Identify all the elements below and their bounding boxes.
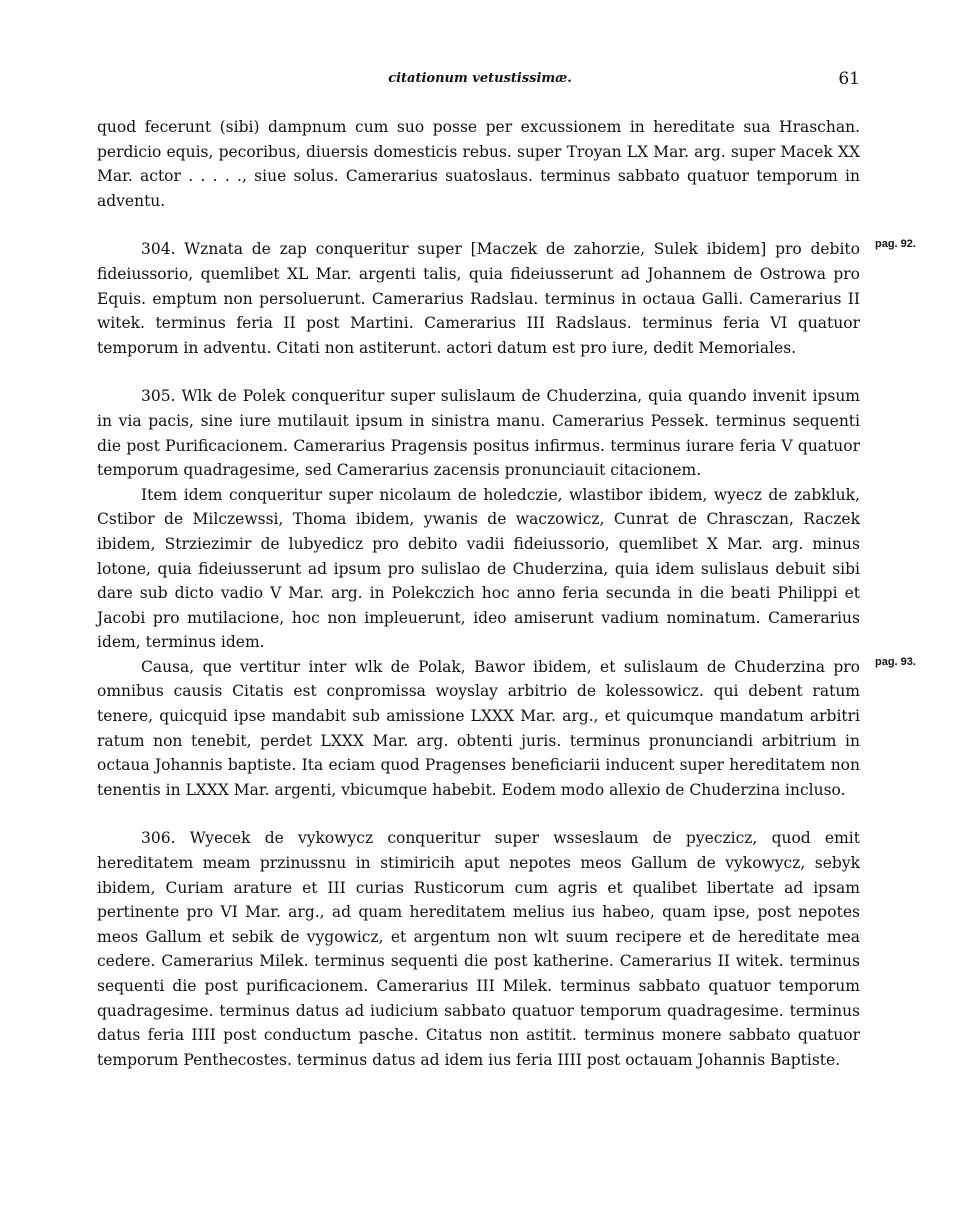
paragraph-entry-306 bbox=[97, 826, 860, 1072]
paragraph-entry-304 bbox=[97, 237, 916, 360]
paragraph-text: quod fecerunt (sibi) dampnum cum suo posse per excussionem in hereditate sua Hraschan. perdicio equis, pecoribus, diuersis domesticis rebus. super Troyan LX Mar. arg. super Macek XX Mar. actor . . . . ., siue solus. Camerarius suatoslaus. terminus sabbato quatuor temporum in adventu. bbox=[97, 118, 860, 210]
paragraph-entry-305 bbox=[97, 384, 860, 482]
text-body bbox=[97, 115, 916, 1072]
paragraph-causa bbox=[97, 655, 916, 803]
paragraph-text: 304. Wznata de zap conqueritur super [Maczek de zahorzie, Sulek ibidem] pro debito fideiussorio, quemlibet XL Mar. argenti talis, quia fideiusserunt ad Johannem de Ostrowa pro Equis. emptum non persoluerunt. Camerarius Radslau. terminus in octaua Galli. Camerarius II witek. terminus feria II post Martini. Camerarius III Radslaus. terminus feria VI quatuor temporum in adventu. Citati non astiterunt. actori datum est pro iure, dedit Memoriales. bbox=[97, 240, 860, 357]
paragraph-item bbox=[97, 483, 860, 655]
margin-note-page-ref: pag. 93. bbox=[875, 655, 916, 668]
page-number: 61 bbox=[838, 69, 860, 89]
running-title: citationum vetustissimæ. bbox=[388, 71, 572, 86]
paragraph-text: 305. Wlk de Polek conqueritur super sulislaum de Chuderzina, quia quando invenit ipsum in via pacis, sine iure mutilauit ipsum in sinistra manu. Camerarius Pessek. terminus sequenti die post Purificacionem. Camerarius Pragensis positus infirmus. terminus iurare feria V quatuor temporum quadragesime, sed Camerarius zacensis pronunciauit citacionem. bbox=[97, 387, 860, 480]
paragraph-continuation bbox=[97, 115, 860, 213]
paragraph-text: 306. Wyecek de vykowycz conqueritur super wsseslaum de pyeczicz, quod emit hereditatem meam przinussnu in stimiricih aput nepotes meos Gallum de vykowycz, sebyk ibidem, Curiam arature et III curias Rusticorum cum agris et qualibet libertate ad ipsam pertinente pro VI Mar. arg., ad quam hereditatem melius ius habeo, quam ipse, post nepotes meos Gallum et sebik de vygowicz, et argentum non wlt suum recipere et de hereditate mea cedere. Camerarius Milek. terminus sequenti die post katherine. Camerarius II witek. terminus sequenti die post purificacionem. Camerarius III Milek. terminus sabbato quatuor temporum quadragesime. terminus datus ad iudicium sabbato quatuor temporum quadragesime. terminus datus feria IIII post conductum pasche. Citatus non astitit. terminus monere sabbato quatuor temporum Penthecostes. terminus datus ad idem ius feria IIII post octauam Johannis Baptiste. bbox=[97, 829, 860, 1069]
margin-note-page-ref: pag. 92. bbox=[875, 238, 916, 251]
paragraph-text: Item idem conqueritur super nicolaum de holedczie, wlastibor ibidem, wyecz de zabkluk, Cstibor de Milczewssi, Thoma ibidem, ywanis de waczowicz, Cunrat de Chrasczan, Raczek ibidem, Strziezimir de lubyedicz pro debito vadii fideiussorio, quemlibet X Mar. arg. minus lotone, quia fideiusserunt ad ipsum pro sulislao de Chuderzina, quia idem sulislaus debuit sibi dare sub dicto vadio V Mar. arg. in Polekczich hoc anno feria secunda in die beati Philippi et Jacobi pro mutilacione, hoc non impleuerunt, ideo amiserunt vadium nominatum. Camerarius idem, terminus idem. bbox=[97, 485, 860, 652]
paragraph-text: Causa, que vertitur inter wlk de Polak, Bawor ibidem, et sulislaum de Chuderzina pro omnibus causis Citatis est conpromissa woyslay arbitrio de kolessowicz. qui debent ratum tenere, quicquid ipse mandabit sub amissione LXXX Mar. arg., et quicumque mandatum arbitri ratum non tenebit, perdet LXXX Mar. arg. obtenti juris. terminus pronunciandi arbitrium in octaua Johannis baptiste. Ita eciam quod Pragenses beneficiarii inducent super hereditatem non tenentis in LXXX Mar. argenti, vbicumque habebit. Eodem modo allexio de Chuderzina incluso. bbox=[97, 657, 860, 799]
